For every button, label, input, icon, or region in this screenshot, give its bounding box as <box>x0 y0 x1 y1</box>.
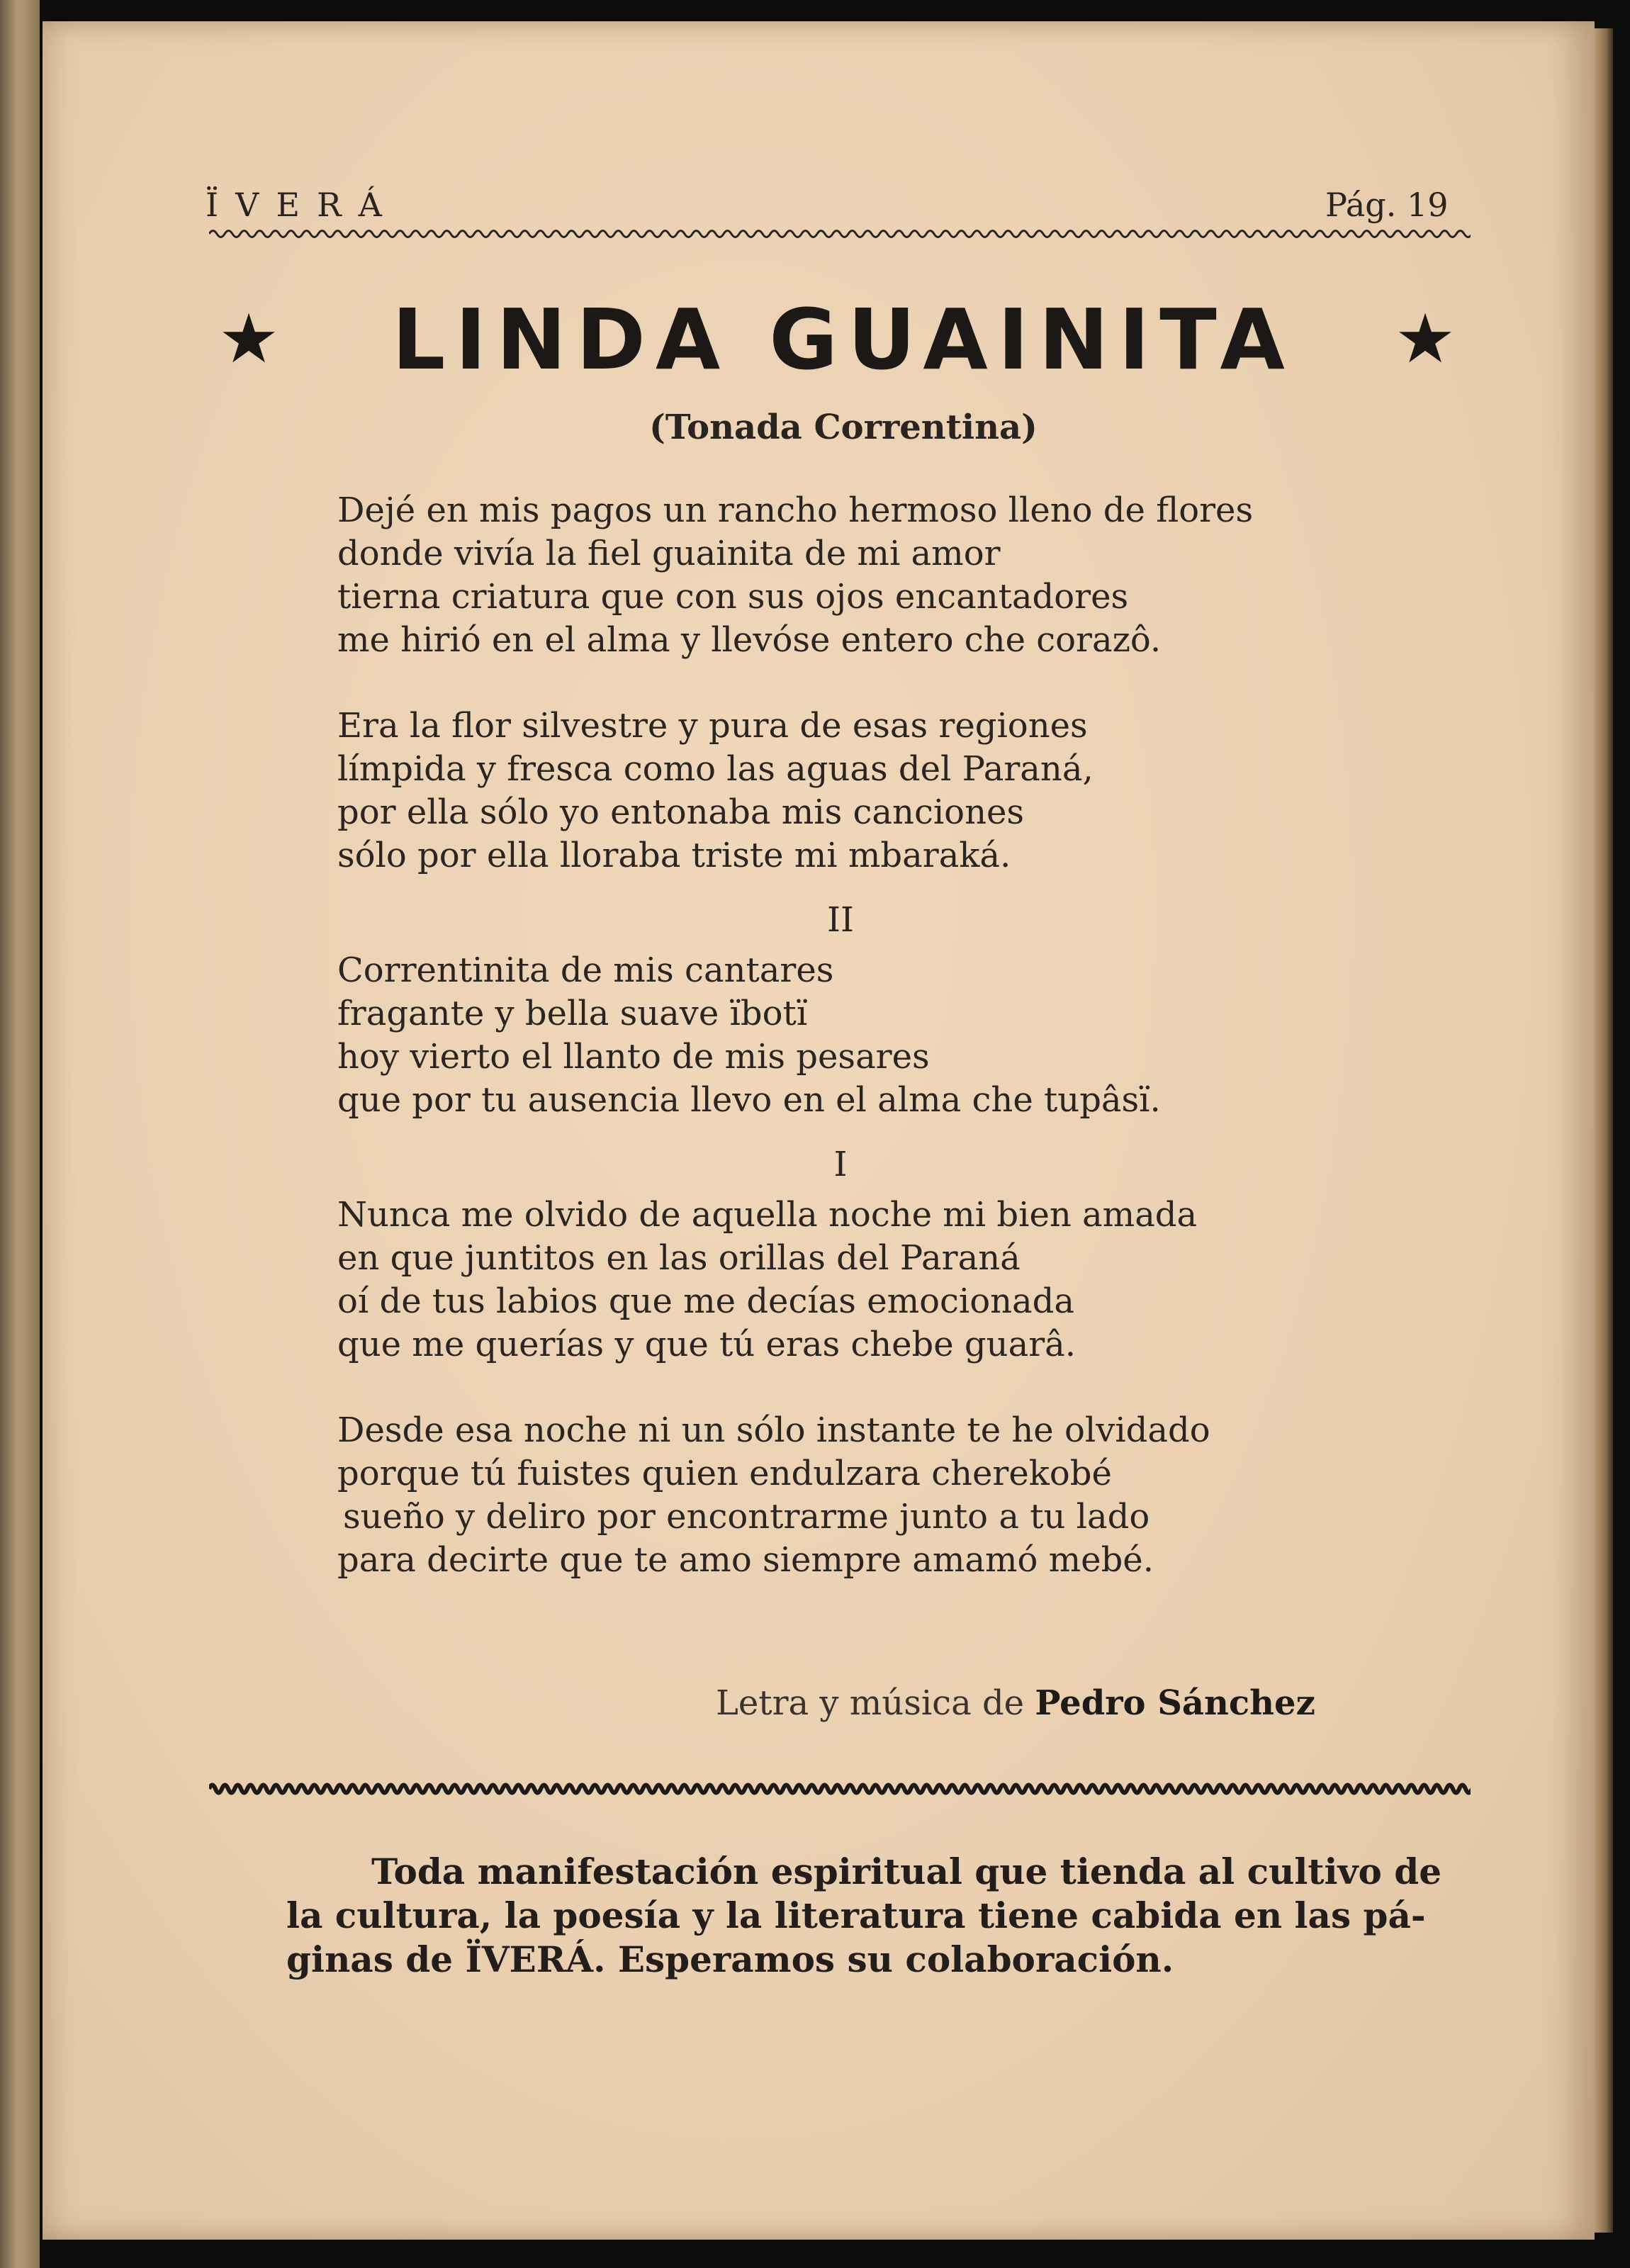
lyric-line: tierna criatura que con sus ojos encantadores <box>337 577 1129 617</box>
lyric-line: Nunca me olvido de aquella noche mi bien amada <box>337 1195 1198 1235</box>
lyric-line: Dejé en mis pagos un rancho hermoso lleno de flores <box>337 490 1254 530</box>
stanza-1 <box>337 489 1365 662</box>
lyric-line: donde vivía la fiel guainita de mi amor <box>337 534 1001 573</box>
editorial-note-line: ginas de ÏVERÁ. Esperamos su colaboración. <box>286 1938 1174 1980</box>
stanza-2 <box>337 704 1365 877</box>
lyric-line: para decirte que te amo siempre amamó mebé. <box>337 1540 1154 1580</box>
song-lyrics <box>337 489 1365 1624</box>
lyric-line: me hirió en el alma y llevóse entero che corazô. <box>337 620 1162 660</box>
song-subtitle: (Tonada Correntina) <box>649 408 1038 447</box>
editorial-note <box>286 1850 1442 1982</box>
stanza-numeral: II <box>827 900 854 940</box>
song-title: LINDA GUAINITA <box>392 291 1295 388</box>
top-wavy-rule <box>209 227 1471 241</box>
page-number: Pág. 19 <box>1325 186 1449 224</box>
page-thickness-edge <box>1595 28 1613 2233</box>
star-icon: ★ <box>218 299 280 378</box>
stanza-numeral: I <box>833 1145 848 1184</box>
lyric-line: Desde esa noche ni un sólo instante te he olvidado <box>337 1410 1210 1450</box>
publication-name: ÏVERÁ <box>206 186 399 224</box>
lyric-line: hoy vierto el llanto de mis pesares <box>337 1037 930 1077</box>
lyric-line: porque tú fuistes quien endulzara cherekobé <box>337 1454 1112 1493</box>
stanza-3 <box>337 899 1365 1122</box>
editorial-note-line: Toda manifestación espiritual que tienda al cultivo de <box>371 1851 1442 1892</box>
lyric-line: por ella sólo yo entonaba mis canciones <box>337 792 1025 832</box>
lyric-line: oí de tus labios que me decías emocionada <box>337 1281 1075 1321</box>
credit-prefix: Letra y música de <box>716 1683 1025 1723</box>
lyric-line: Correntinita de mis cantares <box>337 950 834 990</box>
stanza-4 <box>337 1143 1365 1366</box>
lyric-line: que por tu ausencia llevo en el alma che tupâsï. <box>337 1080 1161 1120</box>
credit-author: Pedro Sánchez <box>1035 1683 1315 1723</box>
stanza-5 <box>337 1409 1365 1582</box>
star-icon: ★ <box>1395 299 1456 378</box>
lyric-line: límpida y fresca como las aguas del Paraná, <box>337 749 1094 789</box>
editorial-note-line: la cultura, la poesía y la literatura tiene cabida en las pá- <box>286 1894 1426 1936</box>
song-credit <box>716 1683 1315 1723</box>
bottom-wavy-rule <box>209 1780 1471 1797</box>
lyric-line: sólo por ella lloraba triste mi mbaraká. <box>337 836 1011 875</box>
lyric-line: que me querías y que tú eras chebe guarâ. <box>337 1325 1077 1364</box>
facing-page-edge <box>0 0 40 2268</box>
lyric-line: en que juntitos en las orillas del Paraná <box>337 1238 1021 1278</box>
lyric-line: Era la flor silvestre y pura de esas regiones <box>337 706 1088 746</box>
lyric-line: sueño y deliro por encontrarme junto a tu lado <box>343 1497 1150 1537</box>
lyric-line: fragante y bella suave ïbotï <box>337 994 808 1033</box>
